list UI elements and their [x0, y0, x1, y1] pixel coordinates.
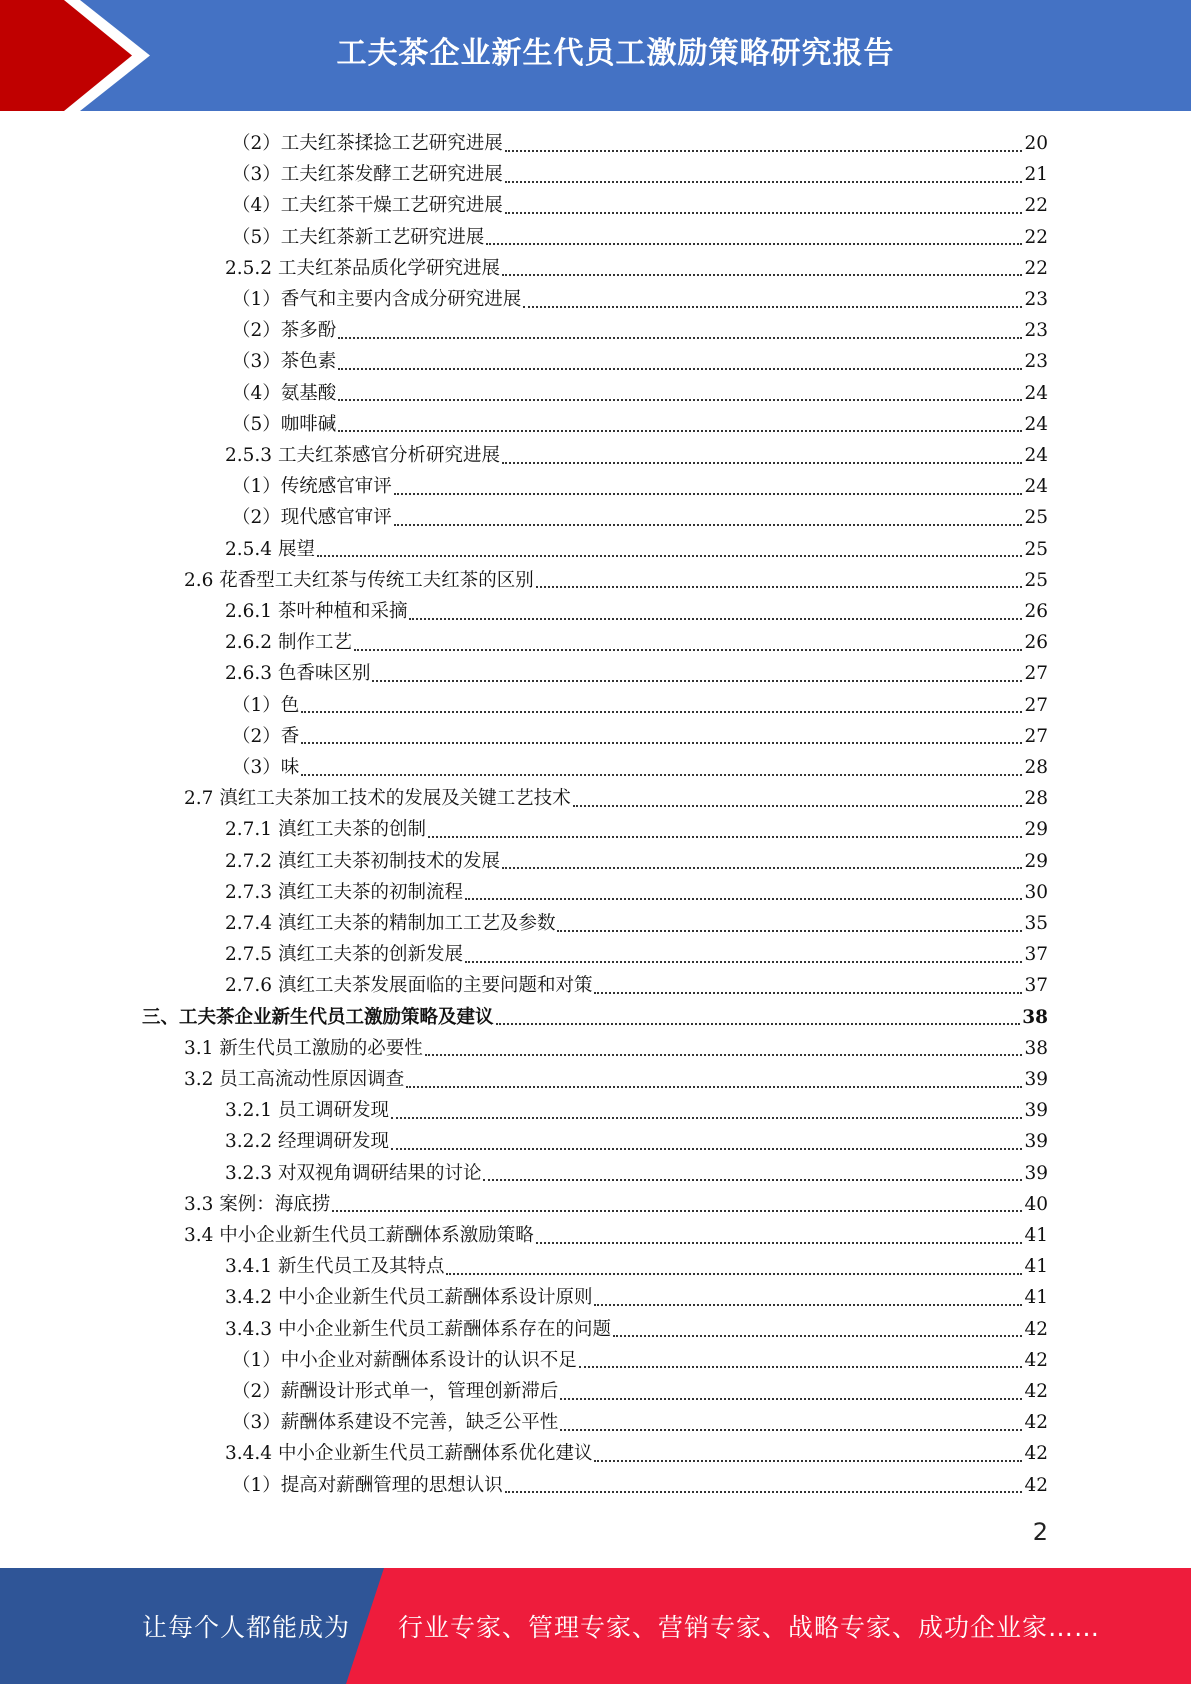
toc-entry[interactable]: [232, 315, 1048, 346]
toc-entry-page: 42: [1024, 1474, 1048, 1496]
toc-entry[interactable]: [232, 690, 1048, 721]
toc-entry-page: 25: [1024, 507, 1048, 529]
toc-dot-leader: [560, 1429, 1022, 1431]
toc-dot-leader: [502, 462, 1022, 464]
toc-entry-label: 3.4.2 中小企业新生代员工薪酬体系设计原则: [225, 1287, 593, 1309]
toc-dot-leader: [486, 243, 1022, 245]
toc-entry[interactable]: [225, 846, 1048, 877]
toc-entry-label: 3.2.3 对双视角调研结果的讨论: [225, 1162, 482, 1184]
toc-entry-page: 27: [1024, 663, 1048, 685]
toc-dot-leader: [594, 992, 1022, 994]
toc-entry-label: 2.5.4 展望: [225, 538, 315, 560]
toc-entry-page: 24: [1024, 413, 1048, 435]
toc-dot-leader: [301, 774, 1022, 776]
toc-entry[interactable]: [142, 1002, 1048, 1033]
toc-dot-leader: [496, 1023, 1021, 1025]
toc-entry-label: 3.4.4 中小企业新生代员工薪酬体系优化建议: [225, 1443, 593, 1465]
toc-entry-page: 35: [1024, 913, 1048, 934]
toc-entry-page: 39: [1024, 1069, 1048, 1090]
document-title: 工夫茶企业新生代员工激励策略研究报告: [336, 36, 895, 71]
toc-entry[interactable]: [225, 253, 1048, 284]
toc-entry-page: 27: [1024, 694, 1048, 716]
toc-entry-page: 28: [1024, 757, 1048, 778]
toc-dot-leader: [557, 930, 1022, 932]
toc-entry-page: 39: [1024, 1131, 1048, 1153]
toc-entry-page: 23: [1024, 320, 1048, 342]
footer-roles: 行业专家、管理专家、营销专家、战略专家、成功企业家……: [398, 1613, 1101, 1642]
toc-entry-label: 2.7 滇红工夫茶加工技术的发展及关键工艺技术: [184, 788, 571, 810]
toc-dot-leader: [579, 1366, 1023, 1368]
toc-entry[interactable]: [232, 471, 1048, 502]
toc-entry-page: 24: [1024, 445, 1048, 466]
toc-entry-label: 3.2.1 员工调研发现: [225, 1100, 389, 1122]
toc-dot-leader: [502, 274, 1022, 276]
toc-entry[interactable]: [232, 409, 1048, 440]
toc-entry-page: 23: [1024, 351, 1048, 373]
toc-entry[interactable]: [225, 440, 1048, 471]
toc-entry[interactable]: [232, 346, 1048, 377]
page-number: 2: [1032, 1518, 1048, 1546]
toc-entry-page: 37: [1024, 975, 1048, 997]
toc-entry-label: （1）传统感官审评: [232, 476, 392, 498]
toc-dot-leader: [483, 1179, 1022, 1181]
toc-entry-label: 2.7.2 滇红工夫茶初制技术的发展: [225, 850, 500, 872]
toc-entry[interactable]: [232, 159, 1048, 190]
toc-entry[interactable]: [232, 502, 1048, 533]
toc-entry[interactable]: [225, 908, 1048, 939]
toc-entry-label: 2.7.1 滇红工夫茶的创制: [225, 819, 426, 841]
toc-entry-page: 29: [1024, 850, 1048, 872]
toc-entry[interactable]: [225, 1158, 1048, 1189]
toc-entry-page: 40: [1024, 1193, 1048, 1215]
toc-entry-page: 39: [1024, 1162, 1048, 1184]
toc-entry-label: （2）现代感官审评: [232, 507, 392, 529]
toc-entry-label: 2.6 花香型工夫红茶与传统工夫红茶的区别: [184, 569, 534, 591]
toc-entry-page: 30: [1024, 881, 1048, 903]
toc-dot-leader: [332, 1210, 1022, 1212]
toc-entry-label: 2.5.2 工夫红茶品质化学研究进展: [225, 257, 500, 279]
toc-entry-label: （2）工夫红茶揉捻工艺研究进展: [232, 133, 503, 154]
toc-dot-leader: [505, 1491, 1023, 1493]
toc-entry-label: （1）中小企业对薪酬体系设计的认识不足: [232, 1349, 577, 1371]
toc-entry-page: 42: [1024, 1381, 1048, 1402]
toc-entry-label: （2）茶多酚: [232, 320, 337, 342]
toc-dot-leader: [465, 898, 1022, 900]
toc-entry[interactable]: [232, 128, 1048, 159]
toc-entry[interactable]: [184, 1220, 1048, 1251]
toc-entry-label: （4）氨基酸: [232, 382, 337, 404]
toc-entry-page: 22: [1024, 226, 1048, 248]
toc-entry[interactable]: [232, 190, 1048, 221]
toc-dot-leader: [338, 399, 1022, 401]
toc-entry-page: 23: [1024, 289, 1048, 310]
toc-entry-label: （1）提高对薪酬管理的思想认识: [232, 1474, 503, 1496]
toc-entry[interactable]: [225, 1314, 1048, 1345]
toc-entry[interactable]: [225, 1251, 1048, 1282]
toc-entry-page: 20: [1024, 133, 1048, 154]
toc-entry[interactable]: [184, 1064, 1048, 1095]
toc-entry-page: 42: [1024, 1349, 1048, 1371]
toc-entry[interactable]: [225, 877, 1048, 908]
toc-entry-page: 25: [1024, 538, 1048, 560]
toc-entry[interactable]: [232, 1470, 1048, 1501]
toc-entry-label: 3.2 员工高流动性原因调查: [184, 1069, 405, 1090]
toc-entry-label: （3）味: [232, 757, 300, 778]
toc-entry[interactable]: [225, 627, 1048, 658]
toc-entry[interactable]: [225, 1095, 1048, 1126]
toc-entry[interactable]: [232, 1376, 1048, 1407]
toc-dot-leader: [505, 212, 1023, 214]
toc-dot-leader: [338, 430, 1022, 432]
toc-entry-page: 41: [1024, 1256, 1048, 1278]
toc-entry[interactable]: [232, 378, 1048, 409]
toc-entry-label: 3.4 中小企业新生代员工薪酬体系激励策略: [184, 1225, 534, 1246]
toc-entry-label: （3）茶色素: [232, 351, 337, 373]
toc-entry[interactable]: [184, 1033, 1048, 1064]
toc-dot-leader: [428, 836, 1022, 838]
toc-entry-label: 3.3 案例：海底捞: [184, 1193, 331, 1215]
toc-entry[interactable]: [232, 1407, 1048, 1438]
toc-entry[interactable]: [225, 814, 1048, 845]
toc-entry[interactable]: [232, 222, 1048, 253]
toc-entry-page: 42: [1024, 1443, 1048, 1465]
toc-entry-label: 三、工夫茶企业新生代员工激励策略及建议: [142, 1006, 494, 1028]
toc-dot-leader: [536, 586, 1023, 588]
toc-dot-leader: [372, 680, 1022, 682]
toc-entry-page: 39: [1024, 1100, 1048, 1122]
toc-entry-page: 29: [1024, 819, 1048, 841]
toc-entry-label: （3）工夫红茶发酵工艺研究进展: [232, 164, 503, 186]
toc-dot-leader: [502, 867, 1022, 869]
toc-dot-leader: [594, 1460, 1022, 1462]
toc-dot-leader: [573, 805, 1023, 807]
toc-dot-leader: [505, 150, 1023, 152]
toc-dot-leader: [338, 368, 1022, 370]
toc-entry-page: 41: [1024, 1287, 1048, 1309]
toc-entry-label: 2.6.3 色香味区别: [225, 663, 371, 685]
toc-entry-label: 2.7.6 滇红工夫茶发展面临的主要问题和对策: [225, 975, 593, 997]
toc-entry[interactable]: [232, 752, 1048, 783]
toc-dot-leader: [406, 1086, 1022, 1088]
toc-entry-label: 2.7.5 滇红工夫茶的创新发展: [225, 944, 463, 966]
toc-entry[interactable]: [225, 534, 1048, 565]
toc-dot-leader: [317, 555, 1023, 557]
toc-entry-label: 2.6.2 制作工艺: [225, 632, 352, 654]
toc-dot-leader: [613, 1335, 1022, 1337]
toc-entry-label: 2.7.4 滇红工夫茶的精制加工工艺及参数: [225, 913, 556, 934]
toc-entry-page: 26: [1024, 601, 1048, 622]
toc-entry[interactable]: [232, 1345, 1048, 1376]
toc-dot-leader: [394, 524, 1023, 526]
toc-entry-page: 24: [1024, 382, 1048, 404]
toc-entry-label: 2.5.3 工夫红茶感官分析研究进展: [225, 445, 500, 466]
toc-entry-label: 3.4.3 中小企业新生代员工薪酬体系存在的问题: [225, 1318, 611, 1340]
toc-entry-page: 22: [1024, 257, 1048, 279]
toc-entry-page: 42: [1024, 1412, 1048, 1434]
toc-dot-leader: [391, 1148, 1022, 1150]
toc-entry-label: （1）色: [232, 694, 300, 716]
toc-dot-leader: [465, 961, 1022, 963]
toc-entry-label: （5）咖啡碱: [232, 413, 337, 435]
toc-entry-page: 38: [1022, 1006, 1048, 1028]
toc-entry[interactable]: [225, 1438, 1048, 1469]
toc-entry-page: 26: [1024, 632, 1048, 654]
toc-entry-label: 3.1 新生代员工激励的必要性: [184, 1037, 423, 1059]
toc-entry[interactable]: [225, 1126, 1048, 1157]
toc-entry[interactable]: [225, 970, 1048, 1001]
toc-entry-label: 2.7.3 滇红工夫茶的初制流程: [225, 881, 463, 903]
toc-dot-leader: [301, 742, 1022, 744]
toc-entry-label: （2）香: [232, 725, 300, 747]
toc-entry[interactable]: [225, 939, 1048, 970]
toc-entry-label: 3.4.1 新生代员工及其特点: [225, 1256, 445, 1278]
toc-dot-leader: [594, 1304, 1022, 1306]
footer-slogan: 让每个人都能成为: [142, 1613, 351, 1642]
toc-entry-page: 25: [1024, 569, 1048, 591]
toc-entry[interactable]: [184, 1189, 1048, 1220]
toc-entry-label: 3.2.2 经理调研发现: [225, 1131, 389, 1153]
toc-entry-label: （1）香气和主要内含成分研究进展: [232, 289, 522, 310]
page-header: [0, 0, 1191, 111]
toc-entry-label: （2）薪酬设计形式单一，管理创新滞后: [232, 1381, 559, 1402]
toc-dot-leader: [301, 711, 1022, 713]
toc-dot-leader: [354, 649, 1023, 651]
toc-entry[interactable]: [184, 565, 1048, 596]
toc-entry[interactable]: [225, 658, 1048, 689]
toc-entry-page: 22: [1024, 195, 1048, 217]
toc-entry[interactable]: [232, 721, 1048, 752]
page-footer: [0, 1568, 1191, 1684]
toc-entry[interactable]: [184, 783, 1048, 814]
toc-dot-leader: [394, 493, 1023, 495]
toc-dot-leader: [425, 1054, 1023, 1056]
toc-entry[interactable]: [225, 1282, 1048, 1313]
toc-entry-page: 42: [1024, 1318, 1048, 1340]
toc-dot-leader: [446, 1273, 1022, 1275]
toc-entry-page: 41: [1024, 1225, 1048, 1246]
toc-dot-leader: [409, 618, 1022, 620]
toc-entry-label: 2.6.1 茶叶种植和采摘: [225, 601, 408, 622]
toc-entry[interactable]: [232, 284, 1048, 315]
toc-entry-page: 24: [1024, 476, 1048, 498]
toc-dot-leader: [391, 1117, 1022, 1119]
toc-dot-leader: [523, 306, 1022, 308]
toc-entry-label: （3）薪酬体系建设不完善，缺乏公平性: [232, 1412, 559, 1434]
toc-dot-leader: [505, 181, 1023, 183]
toc-entry-label: （5）工夫红茶新工艺研究进展: [232, 226, 485, 248]
toc-entry-page: 21: [1024, 164, 1048, 186]
toc-dot-leader: [338, 337, 1022, 339]
toc-entry[interactable]: [225, 596, 1048, 627]
toc-entry-label: （4）工夫红茶干燥工艺研究进展: [232, 195, 503, 217]
toc-dot-leader: [536, 1242, 1023, 1244]
toc-entry-page: 27: [1024, 725, 1048, 747]
toc-entry-page: 37: [1024, 944, 1048, 966]
toc-dot-leader: [560, 1398, 1022, 1400]
toc-entry-page: 28: [1024, 788, 1048, 810]
toc-entry-page: 38: [1024, 1037, 1048, 1059]
